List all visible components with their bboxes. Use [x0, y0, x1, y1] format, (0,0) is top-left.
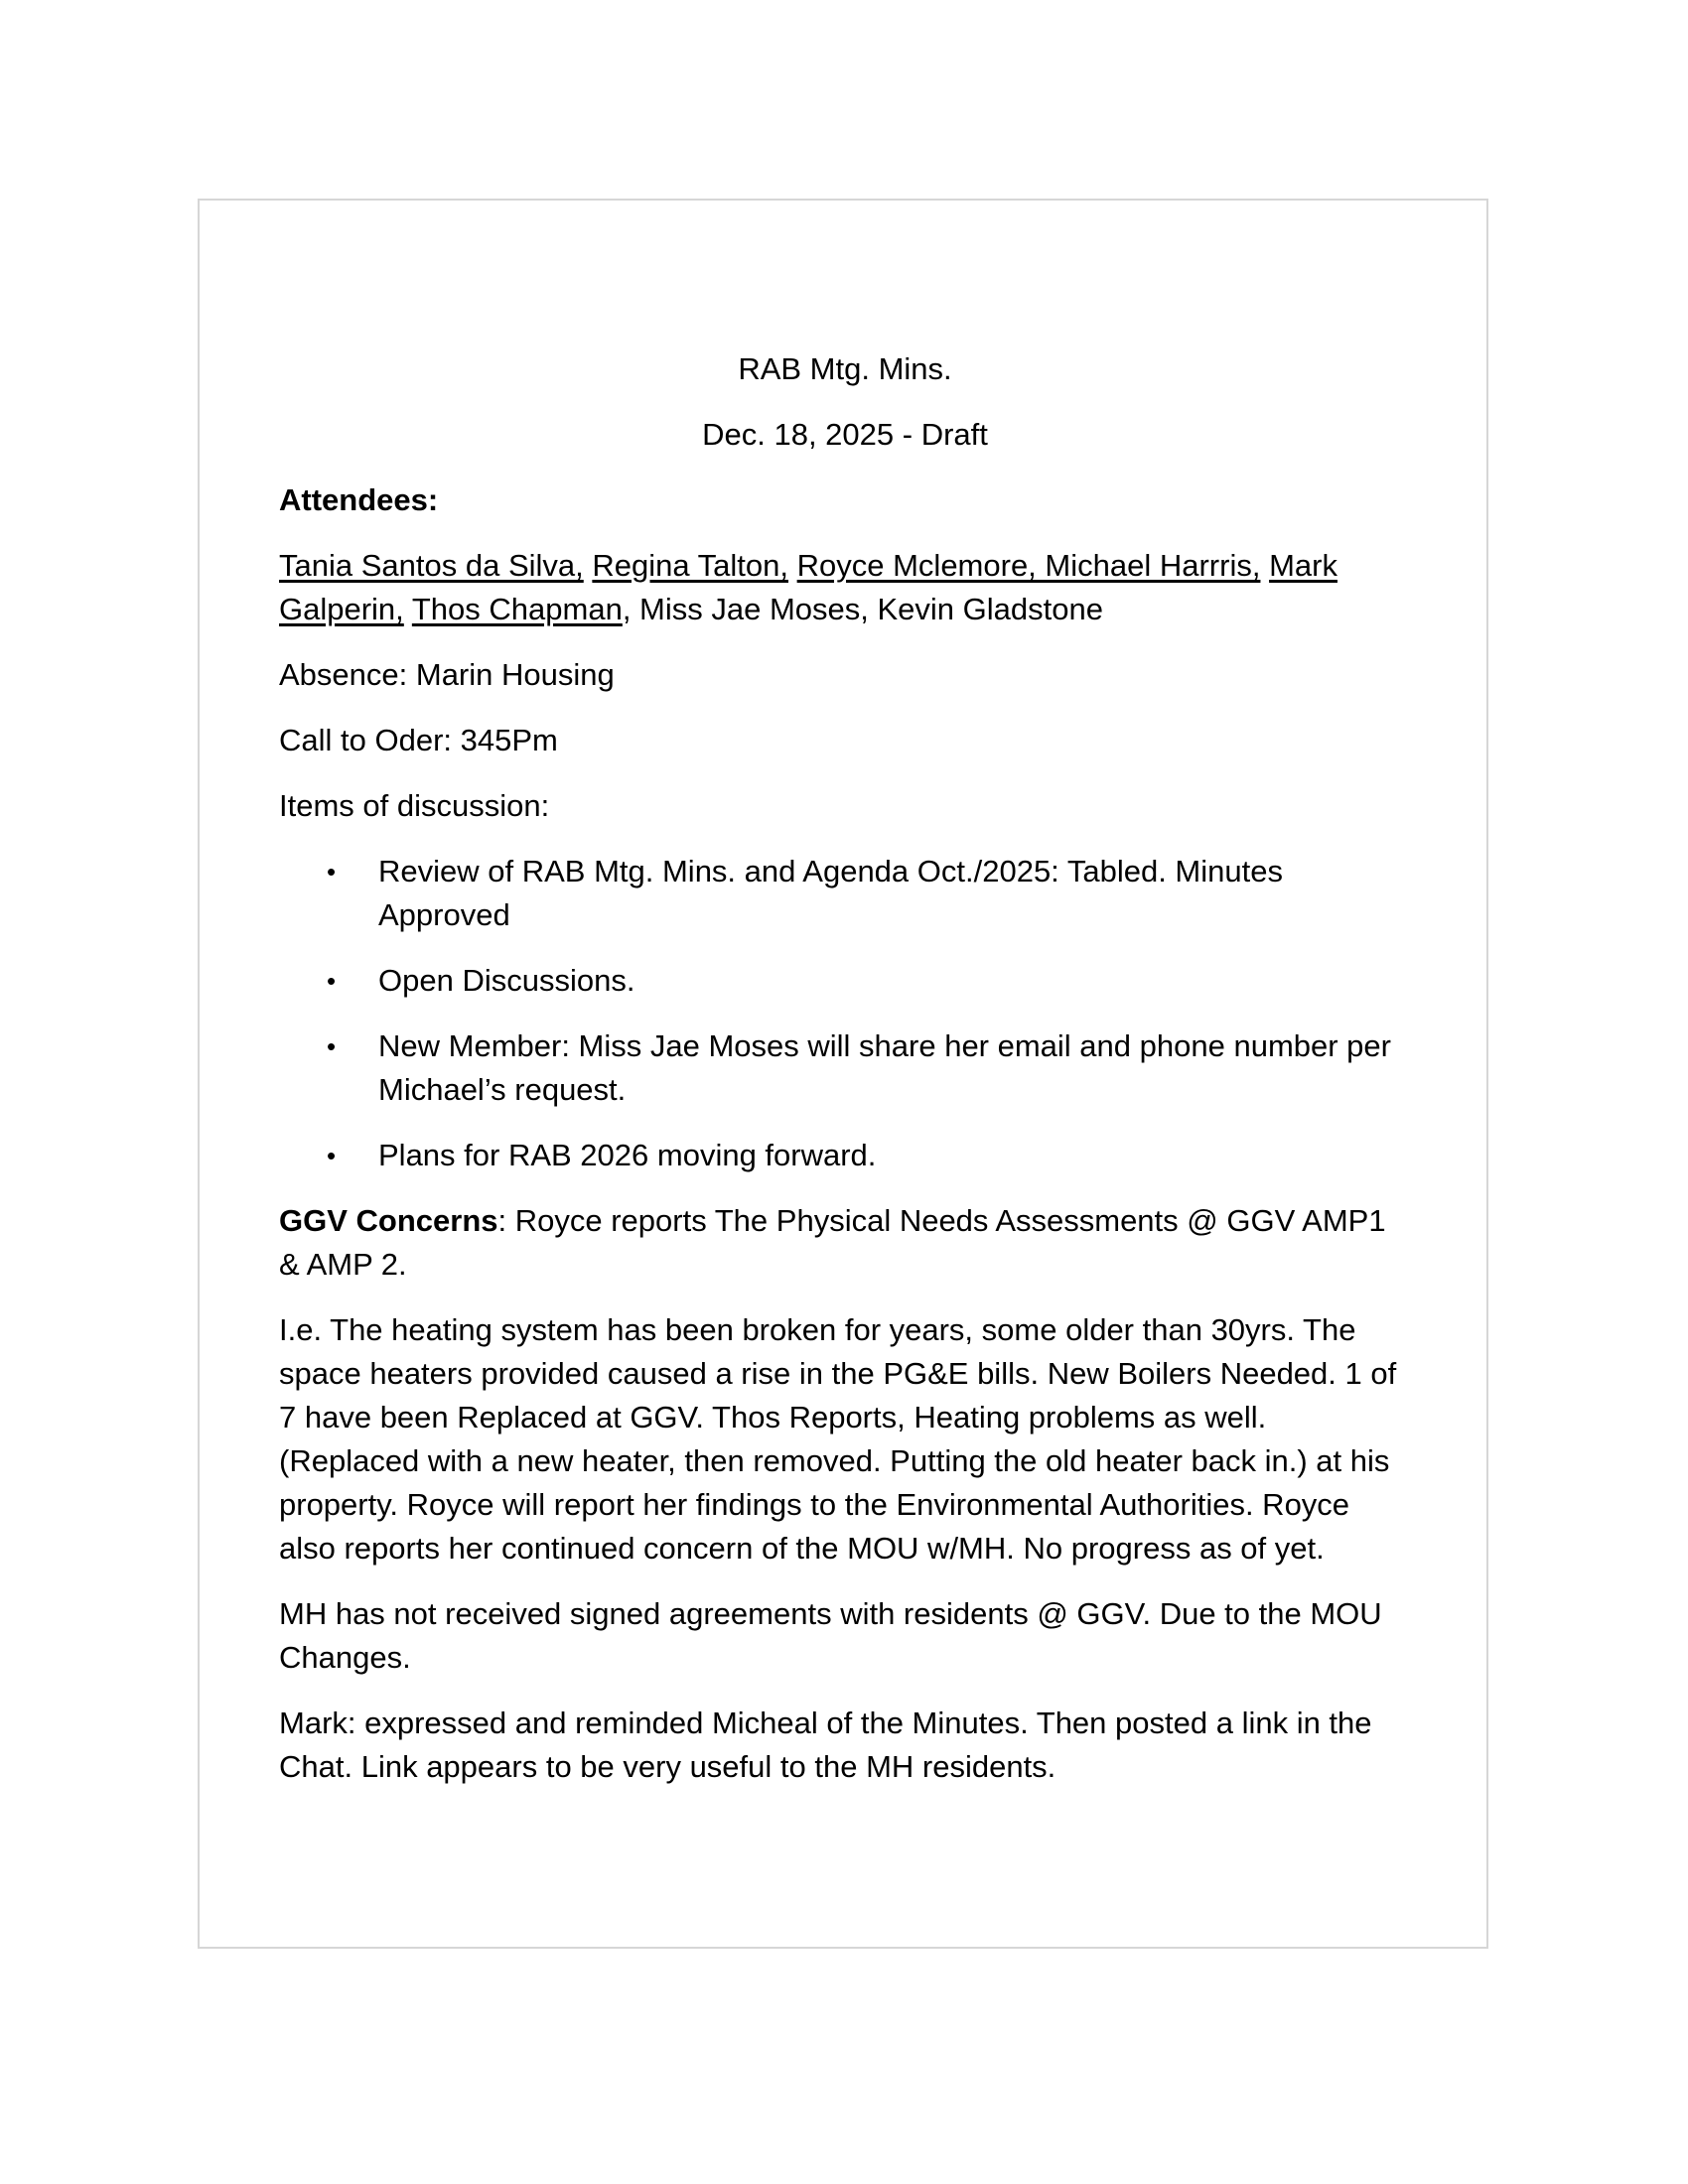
absence-line: Absence: Marin Housing	[279, 657, 615, 692]
ggv-concerns-text: : Royce reports The Physical Needs Assessments @ GGV AMP1 & AMP 2.	[279, 1203, 1386, 1282]
attendee-name: Thos Chapman	[411, 592, 623, 626]
list-item	[279, 850, 1411, 937]
items-heading: Items of discussion:	[279, 788, 550, 823]
bullet-icon: •	[327, 1031, 337, 1061]
document-date: Dec. 18, 2025 - Draft	[702, 417, 988, 452]
bullet-icon: •	[327, 1141, 337, 1170]
agreements-paragraph: MH has not received signed agreements with residents @ GGV. Due to the MOU Changes.	[279, 1596, 1382, 1675]
attendee-separator	[1260, 548, 1269, 583]
list-item	[279, 959, 1411, 1003]
ggv-concerns-label: GGV Concerns	[279, 1203, 498, 1238]
document-title: RAB Mtg. Mins.	[738, 351, 952, 386]
attendees-list	[279, 544, 1411, 631]
list-item	[279, 1024, 1411, 1112]
attendee-separator	[788, 548, 797, 583]
attendee-name: Mark Galperin,	[279, 548, 1337, 626]
bullet-icon: •	[327, 966, 337, 996]
minutes-link-paragraph: Mark: expressed and reminded Micheal of the Minutes. Then posted a link in the Chat. Link appears to be very useful to the MH residents.	[279, 1706, 1372, 1784]
attendees-heading: Attendees:	[279, 482, 439, 517]
call-to-order-line: Call to Oder: 345Pm	[279, 723, 558, 757]
list-item-text: Review of RAB Mtg. Mins. and Agenda Oct./2025: Tabled. Minutes Approved	[378, 854, 1283, 932]
list-item-text: Plans for RAB 2026 moving forward.	[378, 1138, 877, 1172]
attendee-name: Royce Mclemore, Michael Harrris,	[796, 548, 1261, 583]
ggv-concerns-paragraph	[279, 1199, 1411, 1287]
discussion-items-list	[279, 850, 1411, 1177]
attendee-remaining: , Miss Jae Moses, Kevin Gladstone	[622, 592, 1103, 626]
bullet-icon: •	[327, 857, 337, 887]
attendee-name: Tania Santos da Silva,	[279, 548, 584, 583]
list-item-text: New Member: Miss Jae Moses will share her email and phone number per Michael’s request.	[378, 1028, 1391, 1107]
attendee-separator	[404, 592, 412, 626]
list-item	[279, 1134, 1411, 1177]
heating-paragraph: I.e. The heating system has been broken for years, some older than 30yrs. The space heaters provided caused a rise in the PG&E bills. New Boilers Needed. 1 of 7 have been Replaced at GGV. Thos Reports, Heating problems as well. (Replaced with a new heater, then removed. Putting the old heater back in.) at his property. Royce will report her findings to the Environmental Authorities. Royce also reports her continued concern of the MOU w/MH. No progress as of yet.	[279, 1312, 1397, 1566]
list-item-text: Open Discussions.	[378, 963, 635, 998]
attendee-name: Regina Talton,	[592, 548, 788, 583]
document-body	[279, 347, 1411, 1811]
